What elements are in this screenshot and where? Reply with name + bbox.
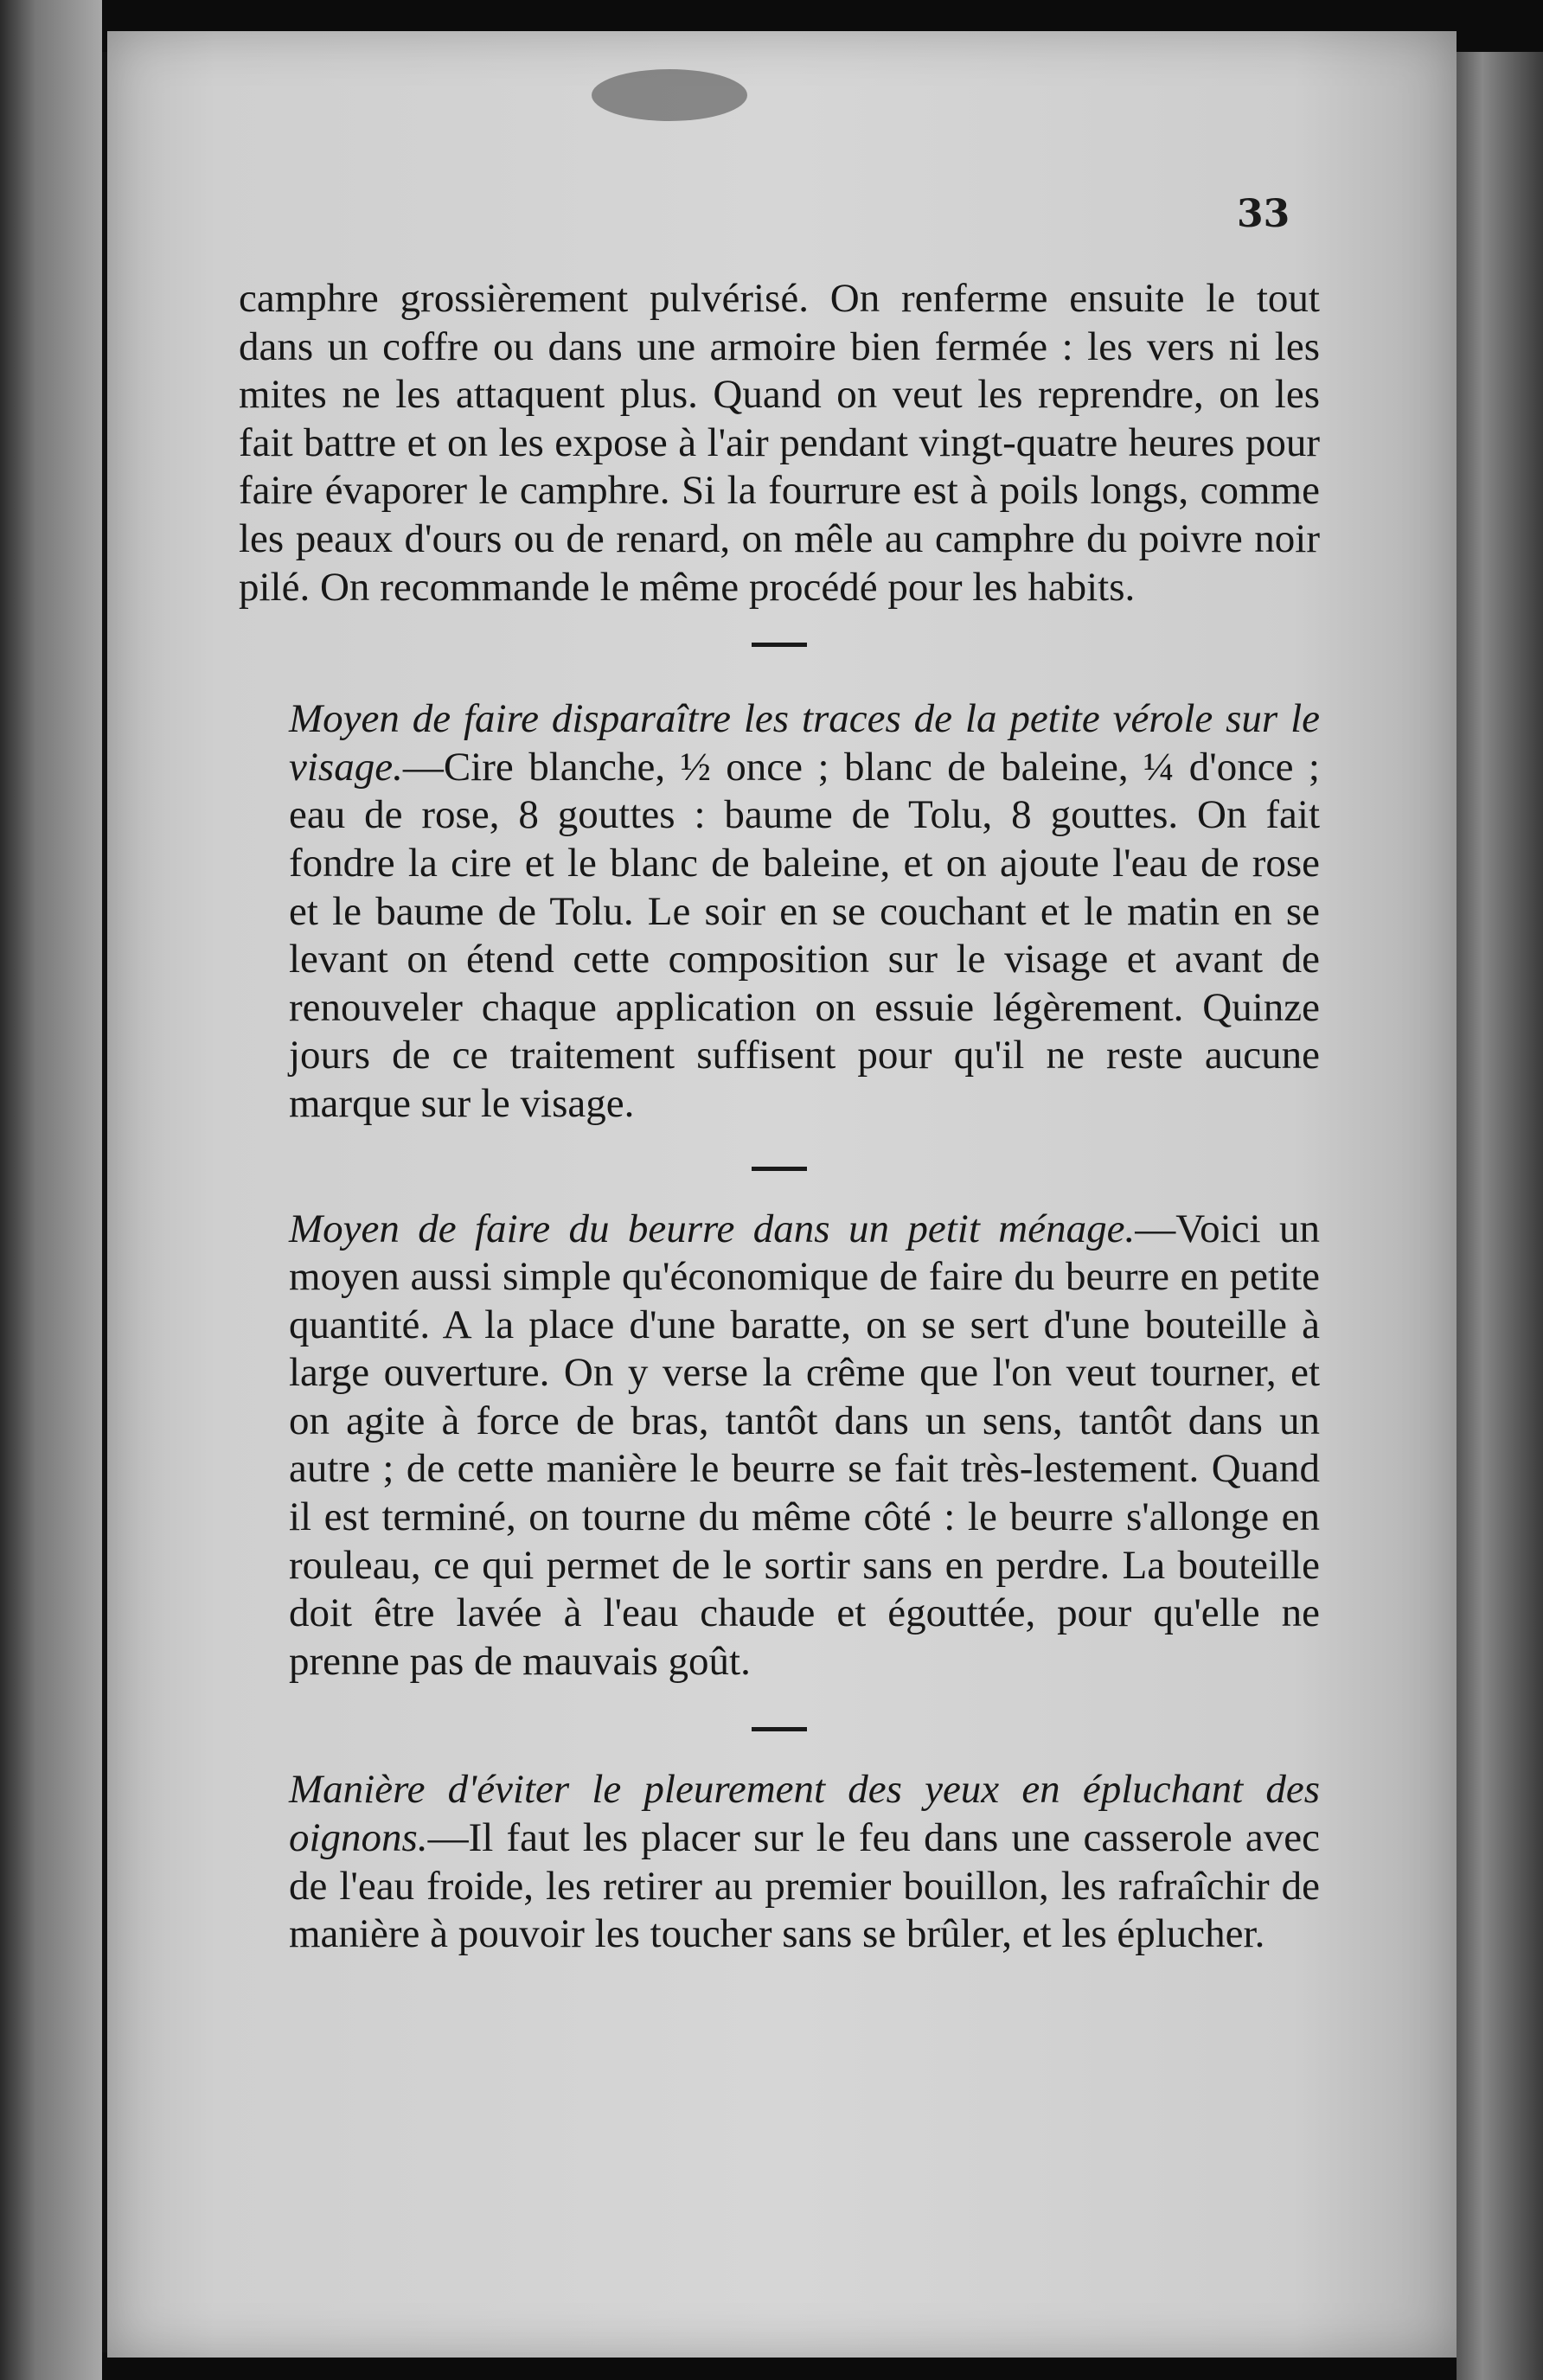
paragraph-text: —Cire blanche, ½ once ; blanc de baleine, ¼ d'once ; eau de rose, 8 gouttes : baume de Tolu, 8 gouttes. On fait fondre la cire et le blanc de baleine, et on ajoute l'eau de rose et le baume de Tolu. Le soir en se couchant et le matin en se levant on étend cette composition sur le visage et avant de renouveler chaque application on essuie légèrement. Quinze jours de ce traitement suffisent pour qu'il ne reste aucune marque sur le visage. [289, 744, 1320, 1126]
section-separator [752, 1727, 807, 1731]
page-number: 33 [1237, 192, 1290, 236]
paragraph-smallpox-traces [239, 695, 1320, 1128]
paragraph-text: —Il faut les placer sur le feu dans une casserole avec de l'eau froide, les retirer au premier bouillon, les rafraîchir de manière à pouvoir les toucher sans se brûler, et les éplucher. [289, 1815, 1320, 1957]
paragraph-camphor [239, 275, 1320, 611]
book-fore-edge [1457, 52, 1543, 2380]
recipe-title: Moyen de faire du beurre dans un petit ménage. [289, 1206, 1136, 1251]
page-text [239, 275, 1320, 1959]
ink-stain [592, 69, 747, 121]
section-separator [752, 1167, 807, 1171]
recipe-title: Manière d'éviter le pleurement des yeux en épluchant des oignons. [289, 1767, 1320, 1861]
section-separator [752, 643, 807, 647]
paragraph-text: camphre grossièrement pulvérisé. On renferme ensuite le tout dans un coffre ou dans une armoire bien fermée : les vers ni les mites ne les attaquent plus. Quand on veut les reprendre, on les fait battre et on les expose à l'air pendant vingt-quatre heures pour faire évaporer le camphre. Si la fourrure est à poils longs, comme les peaux d'ours ou de renard, on mêle au camphre du poivre noir pilé. On recommande le même procédé pour les habits. [239, 276, 1320, 610]
recipe-title: Moyen de faire disparaître les traces de la petite vérole sur le visage. [289, 696, 1320, 790]
previous-page-edge [0, 0, 102, 2380]
paragraph-butter [239, 1206, 1320, 1686]
paragraph-onions [239, 1766, 1320, 1958]
paragraph-text: —Voici un moyen aussi simple qu'économique de faire du beurre en petite quantité. A la place d'une baratte, on se sert d'une bouteille à large ouverture. On y verse la crême que l'on veut tourner, et on agite à force de bras, tantôt dans un sens, tantôt dans un autre ; de cette manière le beurre se fait très-lestement. Quand il est terminé, on tourne du même côté : le beurre s'allonge en rouleau, ce qui permet de le sortir sans en perdre. La bouteille doit être lavée à l'eau chaude et égouttée, pour qu'elle ne prenne pas de mauvais goût. [289, 1206, 1320, 1684]
